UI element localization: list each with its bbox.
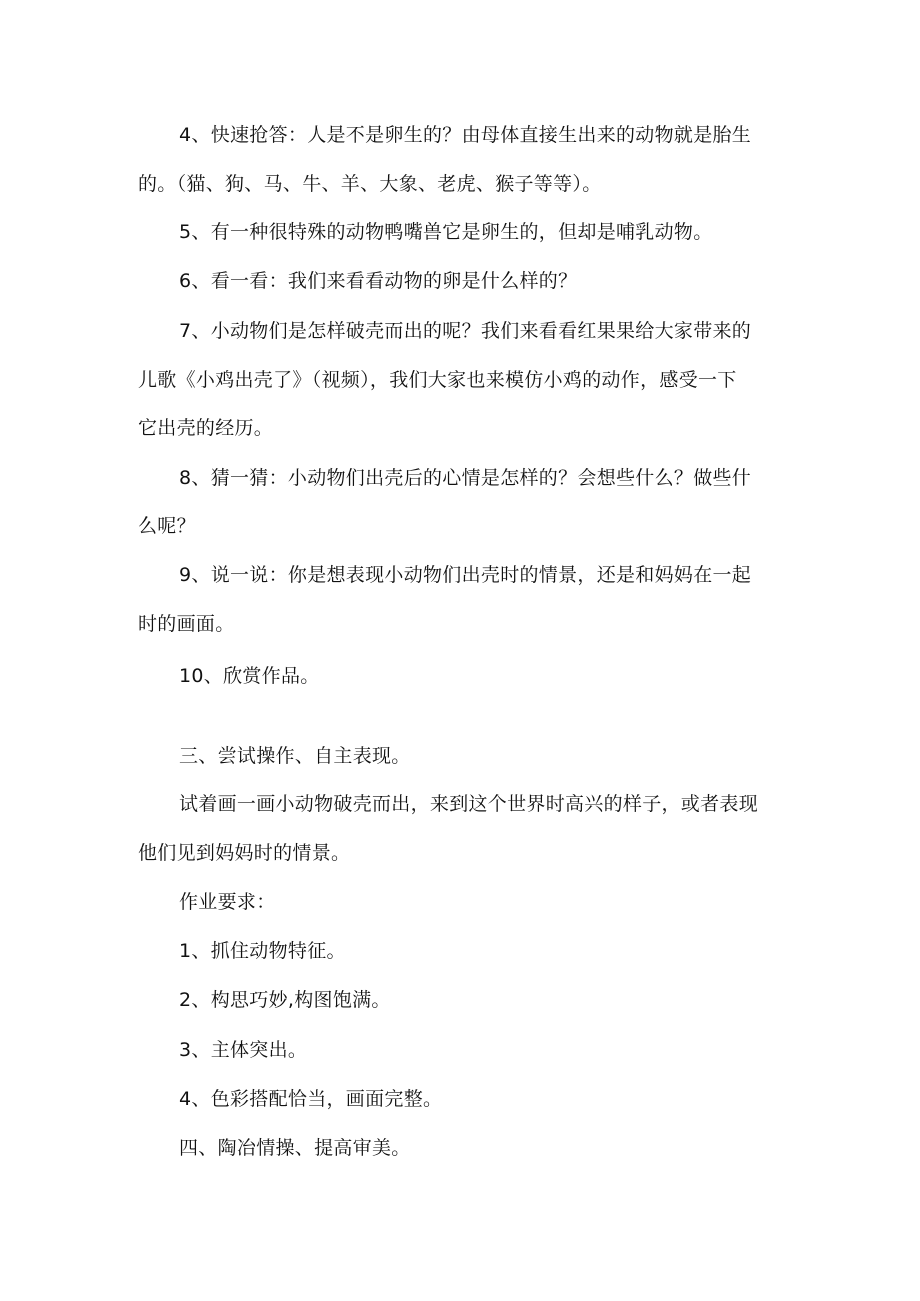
section-3-paragraph-line-1: 试着画一画小动物破壳而出，来到这个世界时高兴的样子，或者表现: [179, 793, 759, 815]
paragraph-6: 6、看一看：我们来看看动物的卵是什么样的？: [179, 270, 578, 292]
paragraph-8-line-2: 么呢？: [138, 515, 196, 537]
paragraph-10: 10、欣赏作品。: [179, 665, 320, 687]
paragraph-4-line-2: 的。（猫、狗、马、牛、羊、大象、老虎、猴子等等）。: [138, 173, 602, 195]
requirement-2: 2、构思巧妙,构图饱满。: [179, 989, 391, 1011]
paragraph-4-line-1: 4、快速抢答：人是不是卵生的？由母体直接生出来的动物就是胎生: [179, 124, 752, 146]
paragraph-7-line-1: 7、小动物们是怎样破壳而出的呢？我们来看看红果果给大家带来的: [179, 320, 752, 342]
requirement-3: 3、主体突出。: [179, 1039, 308, 1061]
section-4-heading: 四、陶冶情操、提高审美。: [179, 1137, 411, 1159]
section-3-heading: 三、尝试操作、自主表现。: [179, 745, 411, 767]
requirement-1: 1、抓住动物特征。: [179, 940, 346, 962]
paragraph-5: 5、有一种很特殊的动物鸭嘴兽它是卵生的，但却是哺乳动物。: [179, 221, 713, 243]
paragraph-8-line-1: 8、猜一猜：小动物们出壳后的心情是怎样的？会想些什么？做些什: [179, 467, 752, 489]
paragraph-9-line-2: 时的画面。: [138, 613, 235, 635]
requirement-4: 4、色彩搭配恰当，画面完整。: [179, 1088, 443, 1110]
paragraph-7-line-2: 儿歌《小鸡出壳了》（视频），我们大家也来模仿小鸡的动作，感受一下: [138, 369, 737, 391]
section-3-paragraph-line-2: 他们见到妈妈时的情景。: [138, 842, 351, 864]
homework-requirements-heading: 作业要求：: [179, 891, 276, 913]
paragraph-7-line-3: 它出壳的经历。: [138, 417, 274, 439]
paragraph-9-line-1: 9、说一说：你是想表现小动物们出壳时的情景，还是和妈妈在一起: [179, 564, 752, 586]
